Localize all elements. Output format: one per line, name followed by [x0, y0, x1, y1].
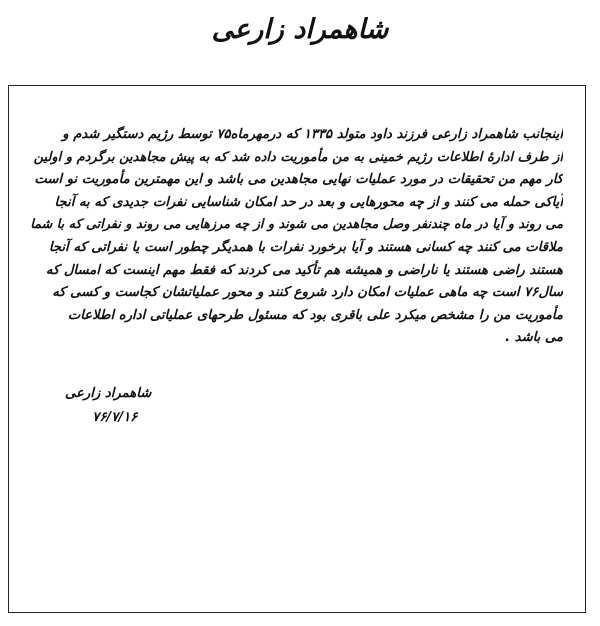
body-line: سال۷۶ است چه ماهی عملیات امکان دارد شروع کنند و محور عملیاتشان کجاست و کسی که [52, 285, 563, 301]
body-line: کار مهم من تحقیقات در مورد عملیات نهایی مجاهدین می باشد و این مهمترین مأموریت نو است [34, 172, 563, 188]
body-line: آیاکی حمله می کنند و از چه محورهایی و بعد در حد امکان شناسایی نفرات جدیدی که به آنجا [54, 194, 563, 210]
signature-date: ۷۶/۷/۱۶ [92, 410, 138, 425]
document-title: شاهمراد زارعی [211, 14, 389, 45]
body-line: هستند راضی هستند یا ناراضی و همیشه هم تأکید می کردند که فقط مهم اینست که امسال که [45, 262, 563, 278]
body-line: از طرف ادارهٔ اطلاعات رژیم خمینی به من مأموریت داده شد که به پیش مجاهدین برگردم و اولین [33, 149, 563, 165]
body-line: اینجانب شاهمراد زارعی فرزند داود متولد ۱۳۳۵ که درمهرماه۷۵ توسط رژیم دستگیر شدم و [62, 127, 563, 142]
signature-name: شاهمراد زارعی [65, 386, 152, 401]
body-line: ملاقات می کنند چه کسانی هستند و آیا برخورد نفرات با همدیگر چطور است یا نفراتی که آنجا [48, 239, 563, 255]
body-line: می باشد . [505, 330, 563, 346]
body-line: مأموریت من را مشخص میکرد علی باقری بود که مسئول طرحهای عملیاتی اداره اطلاعات [67, 307, 563, 323]
letter-frame [8, 85, 586, 613]
body-line: می روند و آیا در ماه چندنفر وصل مجاهدین می شوند و از چه مرزهایی می روند و نفراتی که با شما [30, 217, 563, 233]
letter-body [29, 124, 563, 350]
signature-block [65, 382, 151, 430]
